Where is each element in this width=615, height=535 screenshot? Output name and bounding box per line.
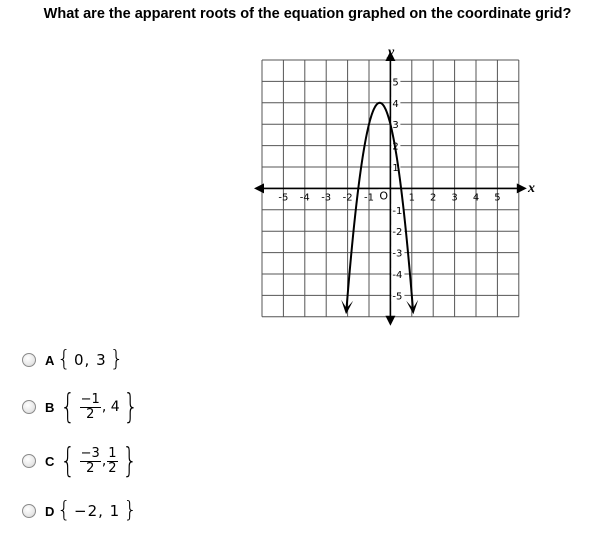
right-brace: }: [122, 387, 139, 427]
option-c-numerator-1: −3: [80, 445, 100, 461]
option-d-values: −2, 1: [74, 502, 121, 520]
left-brace: {: [60, 387, 76, 427]
y-tick-label: -3: [392, 248, 403, 260]
y-tick-label: 5: [392, 77, 399, 89]
right-brace: }: [109, 347, 124, 372]
option-c-denominator-2: 2: [108, 460, 117, 476]
option-c-fraction-1: [80, 447, 101, 475]
y-tick-label: 4: [392, 98, 399, 110]
comma: ,: [101, 453, 107, 469]
option-c-letter: C: [45, 453, 55, 469]
right-brace: }: [123, 498, 138, 523]
option-c-radio[interactable]: [22, 454, 36, 468]
y-tick-label: -5: [392, 291, 403, 303]
option-a[interactable]: [22, 349, 124, 371]
y-tick-label: 3: [392, 120, 399, 132]
option-b-denominator: 2: [86, 406, 95, 422]
option-c-denominator-1: 2: [86, 460, 95, 476]
x-tick-label: 5: [494, 192, 501, 204]
x-tick-label: -1: [364, 192, 374, 204]
option-b-fraction: [80, 393, 101, 421]
x-tick-label: 3: [451, 192, 458, 204]
left-brace: {: [57, 347, 71, 372]
y-axis-arrow-down: [385, 316, 395, 326]
option-d-letter: D: [45, 503, 55, 519]
option-c[interactable]: [22, 441, 140, 481]
x-tick-label: -5: [278, 192, 289, 204]
y-tick-label: -4: [392, 270, 403, 281]
right-brace: }: [121, 441, 137, 481]
y-tick-label: -1: [392, 205, 403, 217]
option-c-numerator-2: 1: [108, 445, 117, 461]
option-b-letter: B: [45, 399, 55, 415]
y-tick-label: -2: [392, 227, 403, 239]
y-axis-label: y: [388, 45, 395, 60]
x-axis-arrow-right: [517, 183, 527, 193]
left-brace: {: [57, 498, 71, 523]
option-a-radio[interactable]: [22, 353, 36, 367]
option-d[interactable]: [22, 500, 137, 522]
x-tick-label: 4: [472, 192, 480, 204]
x-tick-label: 1: [408, 192, 415, 204]
option-c-fraction-2: [107, 447, 117, 475]
x-axis-arrow-left: [254, 183, 264, 193]
x-tick-label: -3: [321, 192, 332, 204]
origin-label: O: [379, 189, 389, 203]
option-b-numerator: −1: [80, 391, 100, 407]
option-a-letter: A: [45, 352, 55, 368]
left-brace: {: [60, 441, 76, 481]
x-axis-label: x: [528, 181, 535, 196]
x-tick-label: 2: [430, 192, 437, 204]
option-a-values: 0, 3: [74, 351, 107, 369]
x-tick-label: -2: [342, 192, 353, 204]
option-b-rest: , 4: [101, 399, 120, 415]
option-b[interactable]: [22, 387, 141, 427]
y-tick-label: 1: [392, 163, 399, 174]
question-text: What are the apparent roots of the equation graphed on the coordinate grid?: [43, 6, 572, 22]
y-tick-label: 2: [392, 141, 399, 153]
option-b-radio[interactable]: [22, 400, 36, 414]
option-d-radio[interactable]: [22, 504, 36, 518]
x-tick-label: -4: [299, 192, 310, 204]
